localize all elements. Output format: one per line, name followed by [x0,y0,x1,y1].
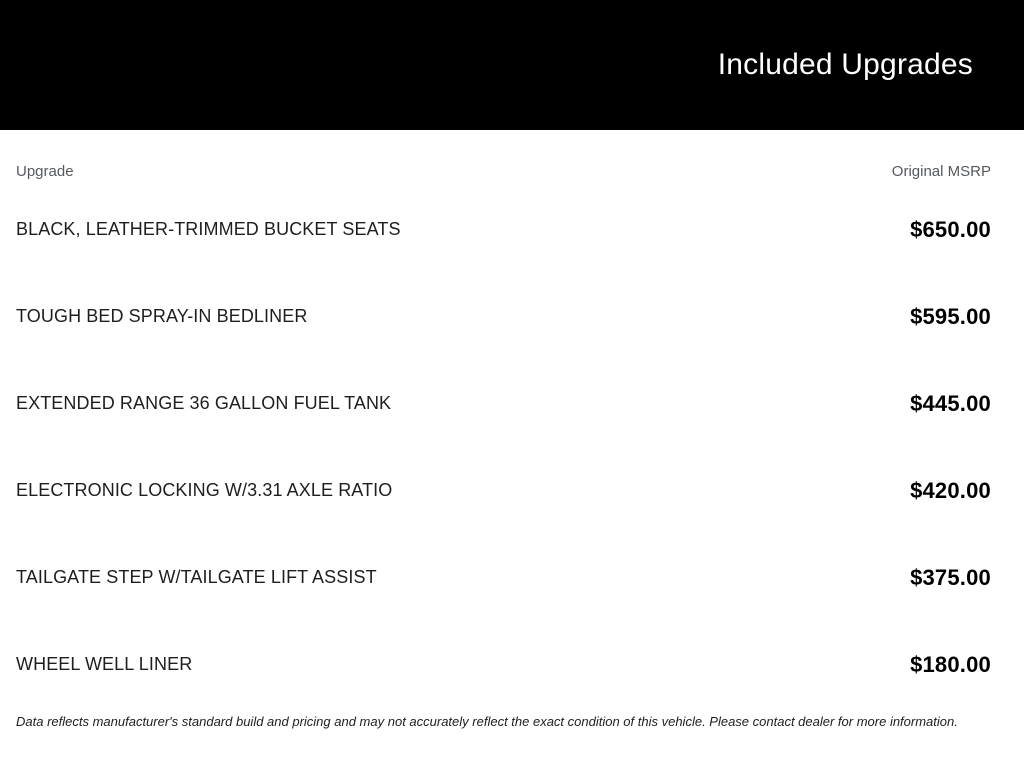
upgrade-name: TAILGATE STEP W/TAILGATE LIFT ASSIST [16,567,377,587]
upgrade-name: WHEEL WELL LINER [16,654,193,674]
upgrade-name: TOUGH BED SPRAY-IN BEDLINER [16,306,308,326]
upgrade-name: EXTENDED RANGE 36 GALLON FUEL TANK [16,393,392,413]
page-header [0,0,1024,130]
table-row [16,621,991,708]
table-row [16,447,991,534]
included-upgrades-table [0,163,1024,708]
upgrade-price: $595.00 [910,303,991,329]
upgrade-price: $375.00 [910,564,991,590]
page-title: Included Upgrades [717,48,973,81]
column-header-original-msrp: Original MSRP [891,163,991,180]
upgrade-price: $445.00 [910,390,991,416]
upgrade-rows [16,186,991,708]
disclaimer-text: Data reflects manufacturer's standard build and pricing and may not accurately reflect the exact condition of this vehicle. Please contact dealer for more information. [16,714,958,729]
upgrade-name: ELECTRONIC LOCKING W/3.31 AXLE RATIO [16,480,393,500]
upgrade-name: BLACK, LEATHER-TRIMMED BUCKET SEATS [16,219,401,239]
table-row [16,360,991,447]
table-column-headers [16,163,991,178]
page-footer [0,714,1024,729]
table-row [16,534,991,621]
table-row [16,186,991,273]
table-row [16,273,991,360]
upgrade-price: $420.00 [910,477,991,503]
upgrade-price: $650.00 [910,216,991,242]
column-header-upgrade: Upgrade [16,163,74,180]
upgrade-price: $180.00 [910,651,991,677]
